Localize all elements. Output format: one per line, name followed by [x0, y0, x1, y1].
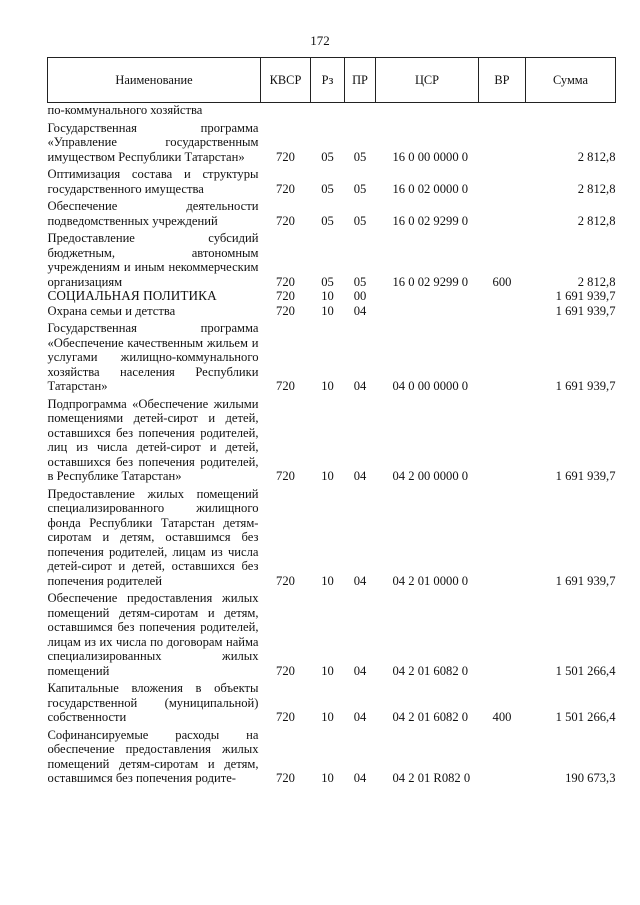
- row-sum: 1 691 939,7: [555, 379, 616, 393]
- row-pr: 04: [353, 771, 367, 785]
- row-pr: 05: [353, 213, 367, 228]
- row-pr: [345, 103, 376, 118]
- row-csr: 16 0 02 9299 0: [392, 274, 469, 289]
- row-csr: 04 2 01 0000 0: [392, 573, 469, 588]
- row-kvsr: 720: [276, 379, 295, 393]
- header-sum: Сумма: [526, 58, 616, 103]
- row-sum: 1 501 266,4: [555, 710, 616, 724]
- row-kvsr: 720: [276, 469, 295, 483]
- row-vr: [479, 318, 526, 394]
- row-name: Оптимизация состава и структуры государственного имущества: [47, 167, 259, 196]
- row-pr: 05: [353, 274, 367, 289]
- row-sum: [526, 103, 616, 118]
- row-kvsr: 720: [276, 710, 295, 724]
- row-pr: 04: [353, 573, 367, 588]
- table-row: [48, 394, 616, 484]
- row-name: по-коммунального хозяйства: [47, 103, 203, 117]
- row-name: Подпрограмма «Обеспечение жилыми помещениями детей-сирот и детей, оставшихся без попечения родителей, лиц из числа детей-сирот и детей, оставшихся без попечения родителей, в Республике Татарстан»: [47, 396, 259, 483]
- table-header: [48, 58, 616, 103]
- row-name: Охрана семьи и детства: [47, 303, 176, 318]
- row-kvsr: 720: [276, 149, 295, 164]
- row-vr: [479, 164, 526, 196]
- row-csr: [376, 103, 479, 118]
- row-rz: 05: [321, 213, 334, 228]
- row-kvsr: 720: [276, 274, 295, 289]
- row-pr: 04: [353, 303, 367, 318]
- row-pr: 04: [353, 710, 367, 724]
- row-pr: 04: [353, 663, 367, 678]
- row-rz: 10: [321, 663, 334, 678]
- row-rz: 05: [321, 149, 334, 164]
- row-sum: 1 691 939,7: [555, 469, 616, 483]
- row-vr: [479, 588, 526, 678]
- row-pr: 04: [353, 379, 367, 393]
- row-sum: 1 691 939,7: [555, 303, 616, 318]
- row-vr: 400: [492, 710, 512, 724]
- row-vr: [479, 304, 526, 319]
- table-row: [48, 678, 616, 725]
- row-vr: [479, 118, 526, 165]
- row-pr: 05: [353, 181, 367, 196]
- row-rz: 10: [321, 289, 334, 303]
- row-kvsr: 720: [276, 663, 295, 678]
- header-csr: ЦСР: [376, 58, 479, 103]
- row-csr: [376, 289, 479, 304]
- row-vr: [479, 394, 526, 484]
- row-vr: [479, 196, 526, 228]
- table-row: [48, 103, 616, 118]
- row-rz: 10: [321, 379, 334, 393]
- page-number: 172: [310, 33, 330, 48]
- table-row: [48, 196, 616, 228]
- row-kvsr: 720: [276, 303, 295, 318]
- row-name: Обеспечение деятельности подведомственных учреждений: [47, 199, 259, 228]
- row-rz: 10: [321, 710, 334, 724]
- row-kvsr: 720: [276, 771, 295, 785]
- row-vr: [479, 103, 526, 118]
- row-kvsr: [261, 103, 311, 118]
- row-sum: 190 673,3: [565, 771, 616, 785]
- row-sum: 2 812,8: [577, 181, 616, 196]
- table-row: [48, 304, 616, 319]
- row-sum: 1 691 939,7: [555, 289, 616, 303]
- row-sum: 2 812,8: [577, 149, 616, 164]
- row-csr: 16 0 02 9299 0: [392, 213, 469, 228]
- table-row: [48, 725, 616, 786]
- row-kvsr: 720: [276, 289, 295, 303]
- row-sum: 1 501 266,4: [555, 663, 616, 678]
- row-rz: 05: [321, 274, 334, 289]
- header-vr: ВР: [479, 58, 526, 103]
- row-rz: [311, 103, 345, 118]
- row-csr: 04 2 01 R082 0: [392, 771, 471, 785]
- table-row: [48, 118, 616, 165]
- row-csr: 04 2 01 6082 0: [392, 663, 469, 678]
- row-csr: 16 0 00 0000 0: [392, 149, 469, 164]
- row-sum: 2 812,8: [577, 274, 616, 289]
- row-rz: 10: [321, 303, 334, 318]
- row-csr: [376, 304, 479, 319]
- row-vr: [479, 289, 526, 304]
- row-pr: 00: [353, 289, 367, 303]
- row-rz: 10: [321, 771, 334, 785]
- table-row: [48, 318, 616, 394]
- row-kvsr: 720: [276, 573, 295, 588]
- row-kvsr: 720: [276, 181, 295, 196]
- row-vr: [479, 484, 526, 589]
- row-name: Обеспечение предоставления жилых помещений детям-сиротам и детям, оставшимся без попечения родителей, лицам из их числа по договорам найма специализированных жилых помещений: [47, 591, 259, 678]
- row-pr: 05: [353, 149, 367, 164]
- row-name: Софинансируемые расходы на обеспечение предоставления жилых помещений детям-сиротам и детям, оставшимся без попечения родите-: [47, 727, 259, 785]
- table-row: [48, 289, 616, 304]
- table-row: [48, 484, 616, 589]
- table-row: [48, 164, 616, 196]
- row-name: Государственная программа «Управление государственным имуществом Республики Татарстан»: [47, 120, 259, 164]
- row-csr: 16 0 02 0000 0: [392, 181, 469, 196]
- header-rz: Рз: [311, 58, 345, 103]
- budget-table: [47, 57, 616, 786]
- row-name: Предоставление субсидий бюджетным, автономным учреждениям и иным некоммерческим организациям: [47, 231, 259, 289]
- row-rz: 05: [321, 181, 334, 196]
- row-kvsr: 720: [276, 213, 295, 228]
- table-row: [48, 228, 616, 289]
- header-name: Наименование: [48, 58, 261, 103]
- header-pr: ПР: [345, 58, 376, 103]
- row-csr: 04 2 00 0000 0: [392, 469, 469, 483]
- table-row: [48, 588, 616, 678]
- row-name: Предоставление жилых помещений специализированного жилищного фонда Республики Татарстан детям-сиротам и детям, оставшимся без попечения родителей, лицам из числа детей-сирот и детей, оставшихся без попечения родителей: [47, 486, 259, 588]
- table-body: [48, 103, 616, 786]
- row-rz: 10: [321, 573, 334, 588]
- row-sum: 2 812,8: [577, 213, 616, 228]
- header-kvsr: КВСР: [261, 58, 311, 103]
- row-csr: 04 2 01 6082 0: [392, 710, 469, 724]
- row-pr: 04: [353, 469, 367, 483]
- row-sum: 1 691 939,7: [555, 573, 616, 588]
- row-vr: [479, 725, 526, 786]
- row-name: Государственная программа «Обеспечение качественным жильем и услугами жилищно-коммунального хозяйства населения Республики Татарстан»: [47, 321, 259, 393]
- row-name: СОЦИАЛЬНАЯ ПОЛИТИКА: [47, 288, 217, 303]
- row-rz: 10: [321, 469, 334, 483]
- row-vr: 600: [492, 274, 512, 289]
- row-name: Капитальные вложения в объекты государственной (муниципальной) собственности: [47, 681, 259, 724]
- row-csr: 04 0 00 0000 0: [392, 379, 469, 393]
